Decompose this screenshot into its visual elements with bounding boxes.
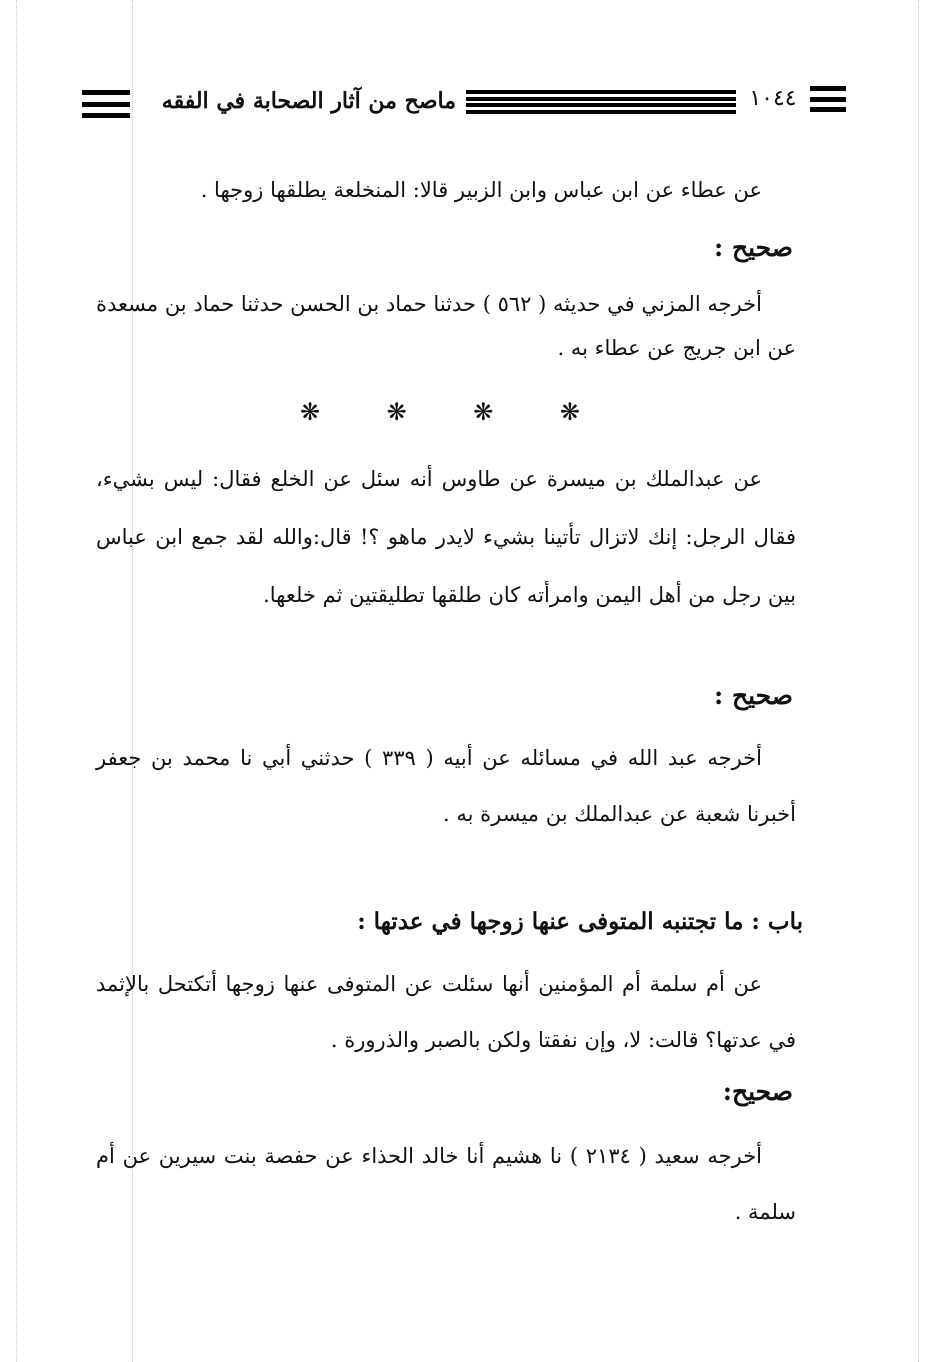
paragraph-athar-3: عن أم سلمة أم المؤمنين أنها سئلت عن المتوفى عنها زوجها أتكتحل بالإثمد في عدتها؟ قالت: لا، وإن نفقتا ولكن بالصبر والذرورة . — [96, 972, 796, 1052]
page-number: ١٠٤٤ — [749, 86, 797, 111]
asterism-icon: ❋ — [559, 398, 580, 426]
header-rule-left — [82, 90, 130, 118]
asterism-icon: ❋ — [300, 398, 321, 426]
asterism-icon: ❋ — [386, 398, 407, 426]
page-header — [82, 82, 846, 122]
paragraph-athar-1: عن عطاء عن ابن عباس وابن الزبير قالا: المنخلعة يطلقها زوجها . — [200, 178, 762, 202]
chapter-heading: باب : ما تجتنبه المتوفى عنها زوجها في عدتها : — [357, 908, 803, 935]
scan-dotted-line — [16, 0, 17, 1362]
grading-label: صحيح : — [714, 233, 793, 262]
grading-label: صحيح : — [714, 681, 793, 710]
section-separator — [300, 398, 580, 426]
header-rule-middle — [466, 90, 736, 114]
scan-dotted-line — [918, 0, 919, 1362]
header-rule-right — [810, 86, 846, 112]
paragraph-takhrij-2: أخرجه عبد الله في مسائله عن أبيه ( ٣٣٩ ) حدثني أبي نا محمد بن جعفر أخبرنا شعبة عن عبدالملك بن ميسرة به . — [96, 746, 796, 826]
paragraph-takhrij-3: أخرجه سعيد ( ٢١٣٤ ) نا هشيم أنا خالد الحذاء عن حفصة بنت سيرين عن أم سلمة . — [96, 1144, 796, 1224]
running-title: ماصح من آثار الصحابة في الفقه — [161, 88, 456, 114]
grading-label: صحيح: — [722, 1077, 793, 1106]
paragraph-takhrij-1: أخرجه المزني في حديثه ( ٥٦٢ ) حدثنا حماد بن الحسن حدثنا حماد بن مسعدة عن ابن جريج عن عطاء به . — [96, 292, 796, 360]
asterism-icon: ❋ — [473, 398, 494, 426]
paragraph-athar-2: عن عبدالملك بن ميسرة عن طاوس أنه سئل عن الخلع فقال: ليس بشيء، فقال الرجل: إنك لاتزال تأتينا بشيء لايدر ماهو ؟! قال:والله لقد جمع ابن عباس بين رجل من أهل اليمن وامرأته كان طلقها تطليقتين ثم خلعها. — [96, 467, 796, 607]
